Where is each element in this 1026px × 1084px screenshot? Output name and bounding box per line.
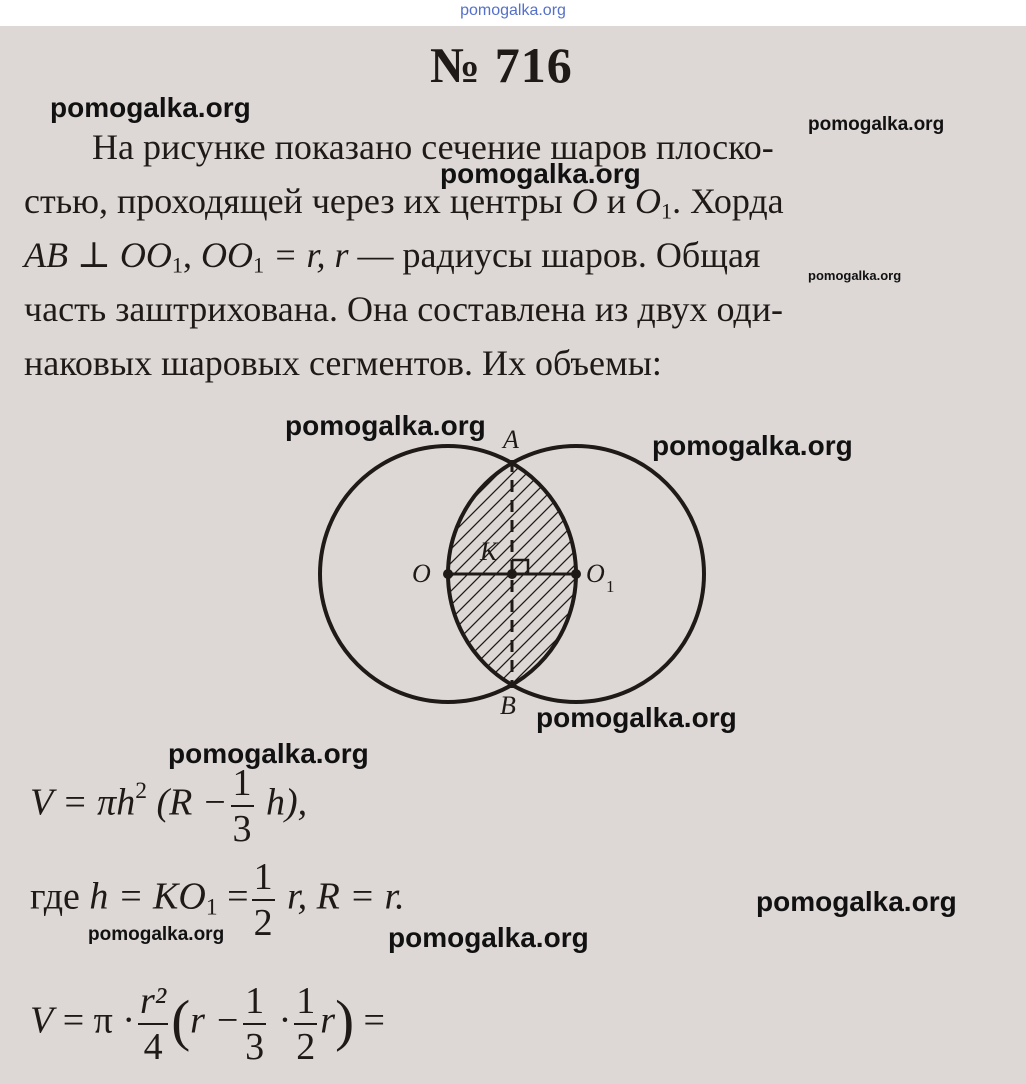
formula-volume-general	[30, 764, 307, 848]
math-eq-r: = r, r	[264, 235, 349, 275]
text-fragment: и	[597, 181, 635, 221]
watermark: pomogalka.org	[440, 158, 641, 189]
problem-line-5: наковых шаровых сегментов. Их объемы:	[24, 343, 662, 383]
formula-part: =	[354, 999, 385, 1042]
label-o1-subscript: 1	[606, 577, 615, 596]
formula-part: = πh	[52, 781, 136, 824]
fraction-r2-over-4	[138, 982, 168, 1066]
denominator: 3	[232, 808, 252, 850]
denominator: 2	[296, 1026, 316, 1068]
watermark: pomogalka.org	[50, 92, 251, 123]
text-fragment: где	[30, 875, 90, 918]
denominator: 3	[245, 1026, 265, 1068]
watermark: pomogalka.org	[652, 430, 853, 461]
label-k: K	[480, 537, 498, 566]
fraction-one-third	[231, 764, 254, 848]
spheres-section-figure	[300, 420, 740, 730]
formula-part: r	[320, 999, 336, 1042]
paren-open: (	[171, 989, 191, 1053]
point-o1-dot	[571, 569, 581, 579]
formula-part: h),	[256, 781, 308, 824]
denominator: 2	[253, 902, 273, 944]
numerator: 1	[294, 982, 317, 1025]
text-fragment: . Хорда	[672, 181, 784, 221]
watermark: pomogalka.org	[756, 886, 957, 917]
numerator: 1	[231, 764, 254, 807]
fraction-one-half	[252, 858, 275, 942]
point-o-dot	[443, 569, 453, 579]
watermark: pomogalka.org	[388, 922, 589, 953]
var-v: V	[30, 999, 54, 1042]
text-fragment: ,	[183, 235, 201, 275]
point-o1: O	[634, 181, 661, 221]
label-o1: O	[586, 559, 605, 588]
text-fragment: — радиусы шаров. Общая	[348, 235, 761, 275]
watermark: pomogalka.org	[168, 738, 369, 769]
numerator: 1	[252, 858, 275, 901]
numerator: 1	[243, 982, 266, 1025]
formula-part: (R −	[147, 781, 228, 824]
top-watermark: pomogalka.org	[460, 2, 566, 19]
label-o: O	[412, 559, 431, 588]
watermark: pomogalka.org	[285, 410, 486, 441]
point-k-dot	[507, 569, 517, 579]
formula-part: h = KO	[89, 875, 206, 918]
formula-part: = π ·	[53, 999, 135, 1042]
formula-part: =	[217, 875, 249, 918]
label-a: A	[503, 425, 519, 454]
text-fragment: стью, проходящей через их центры	[24, 181, 572, 221]
subscript: 1	[660, 198, 673, 224]
math-oo1: OO	[201, 235, 253, 275]
watermark: pomogalka.org	[88, 924, 225, 945]
problem-line-2	[24, 180, 784, 225]
formula-volume-substituted	[30, 982, 385, 1066]
math-ab-perp: AB ⊥ OO	[24, 235, 172, 275]
problem-line-3	[24, 234, 760, 279]
problem-line-1: На рисунке показано сечение шаров плоско-	[92, 127, 774, 167]
var-v: V	[30, 781, 53, 824]
fraction-one-third	[243, 982, 266, 1066]
denominator: 4	[143, 1026, 163, 1068]
watermark: pomogalka.org	[536, 702, 737, 733]
formula-part: ·	[269, 999, 292, 1042]
numerator: r²	[138, 982, 168, 1025]
watermark: pomogalka.org	[808, 114, 945, 135]
paren-close: )	[335, 989, 355, 1053]
formula-part: r, R = r.	[277, 875, 405, 918]
point-o: O	[571, 181, 598, 221]
subscript: 1	[253, 252, 265, 278]
label-b: B	[500, 691, 516, 720]
superscript: 2	[135, 778, 147, 805]
formula-part: r −	[190, 999, 241, 1042]
watermark: pomogalka.org	[808, 268, 902, 283]
fraction-one-half	[294, 982, 317, 1066]
subscript: 1	[171, 252, 183, 278]
problem-number: № 716	[430, 37, 573, 93]
subscript: 1	[205, 894, 218, 921]
problem-line-4: часть заштрихована. Она составлена из двух оди-	[24, 289, 784, 329]
